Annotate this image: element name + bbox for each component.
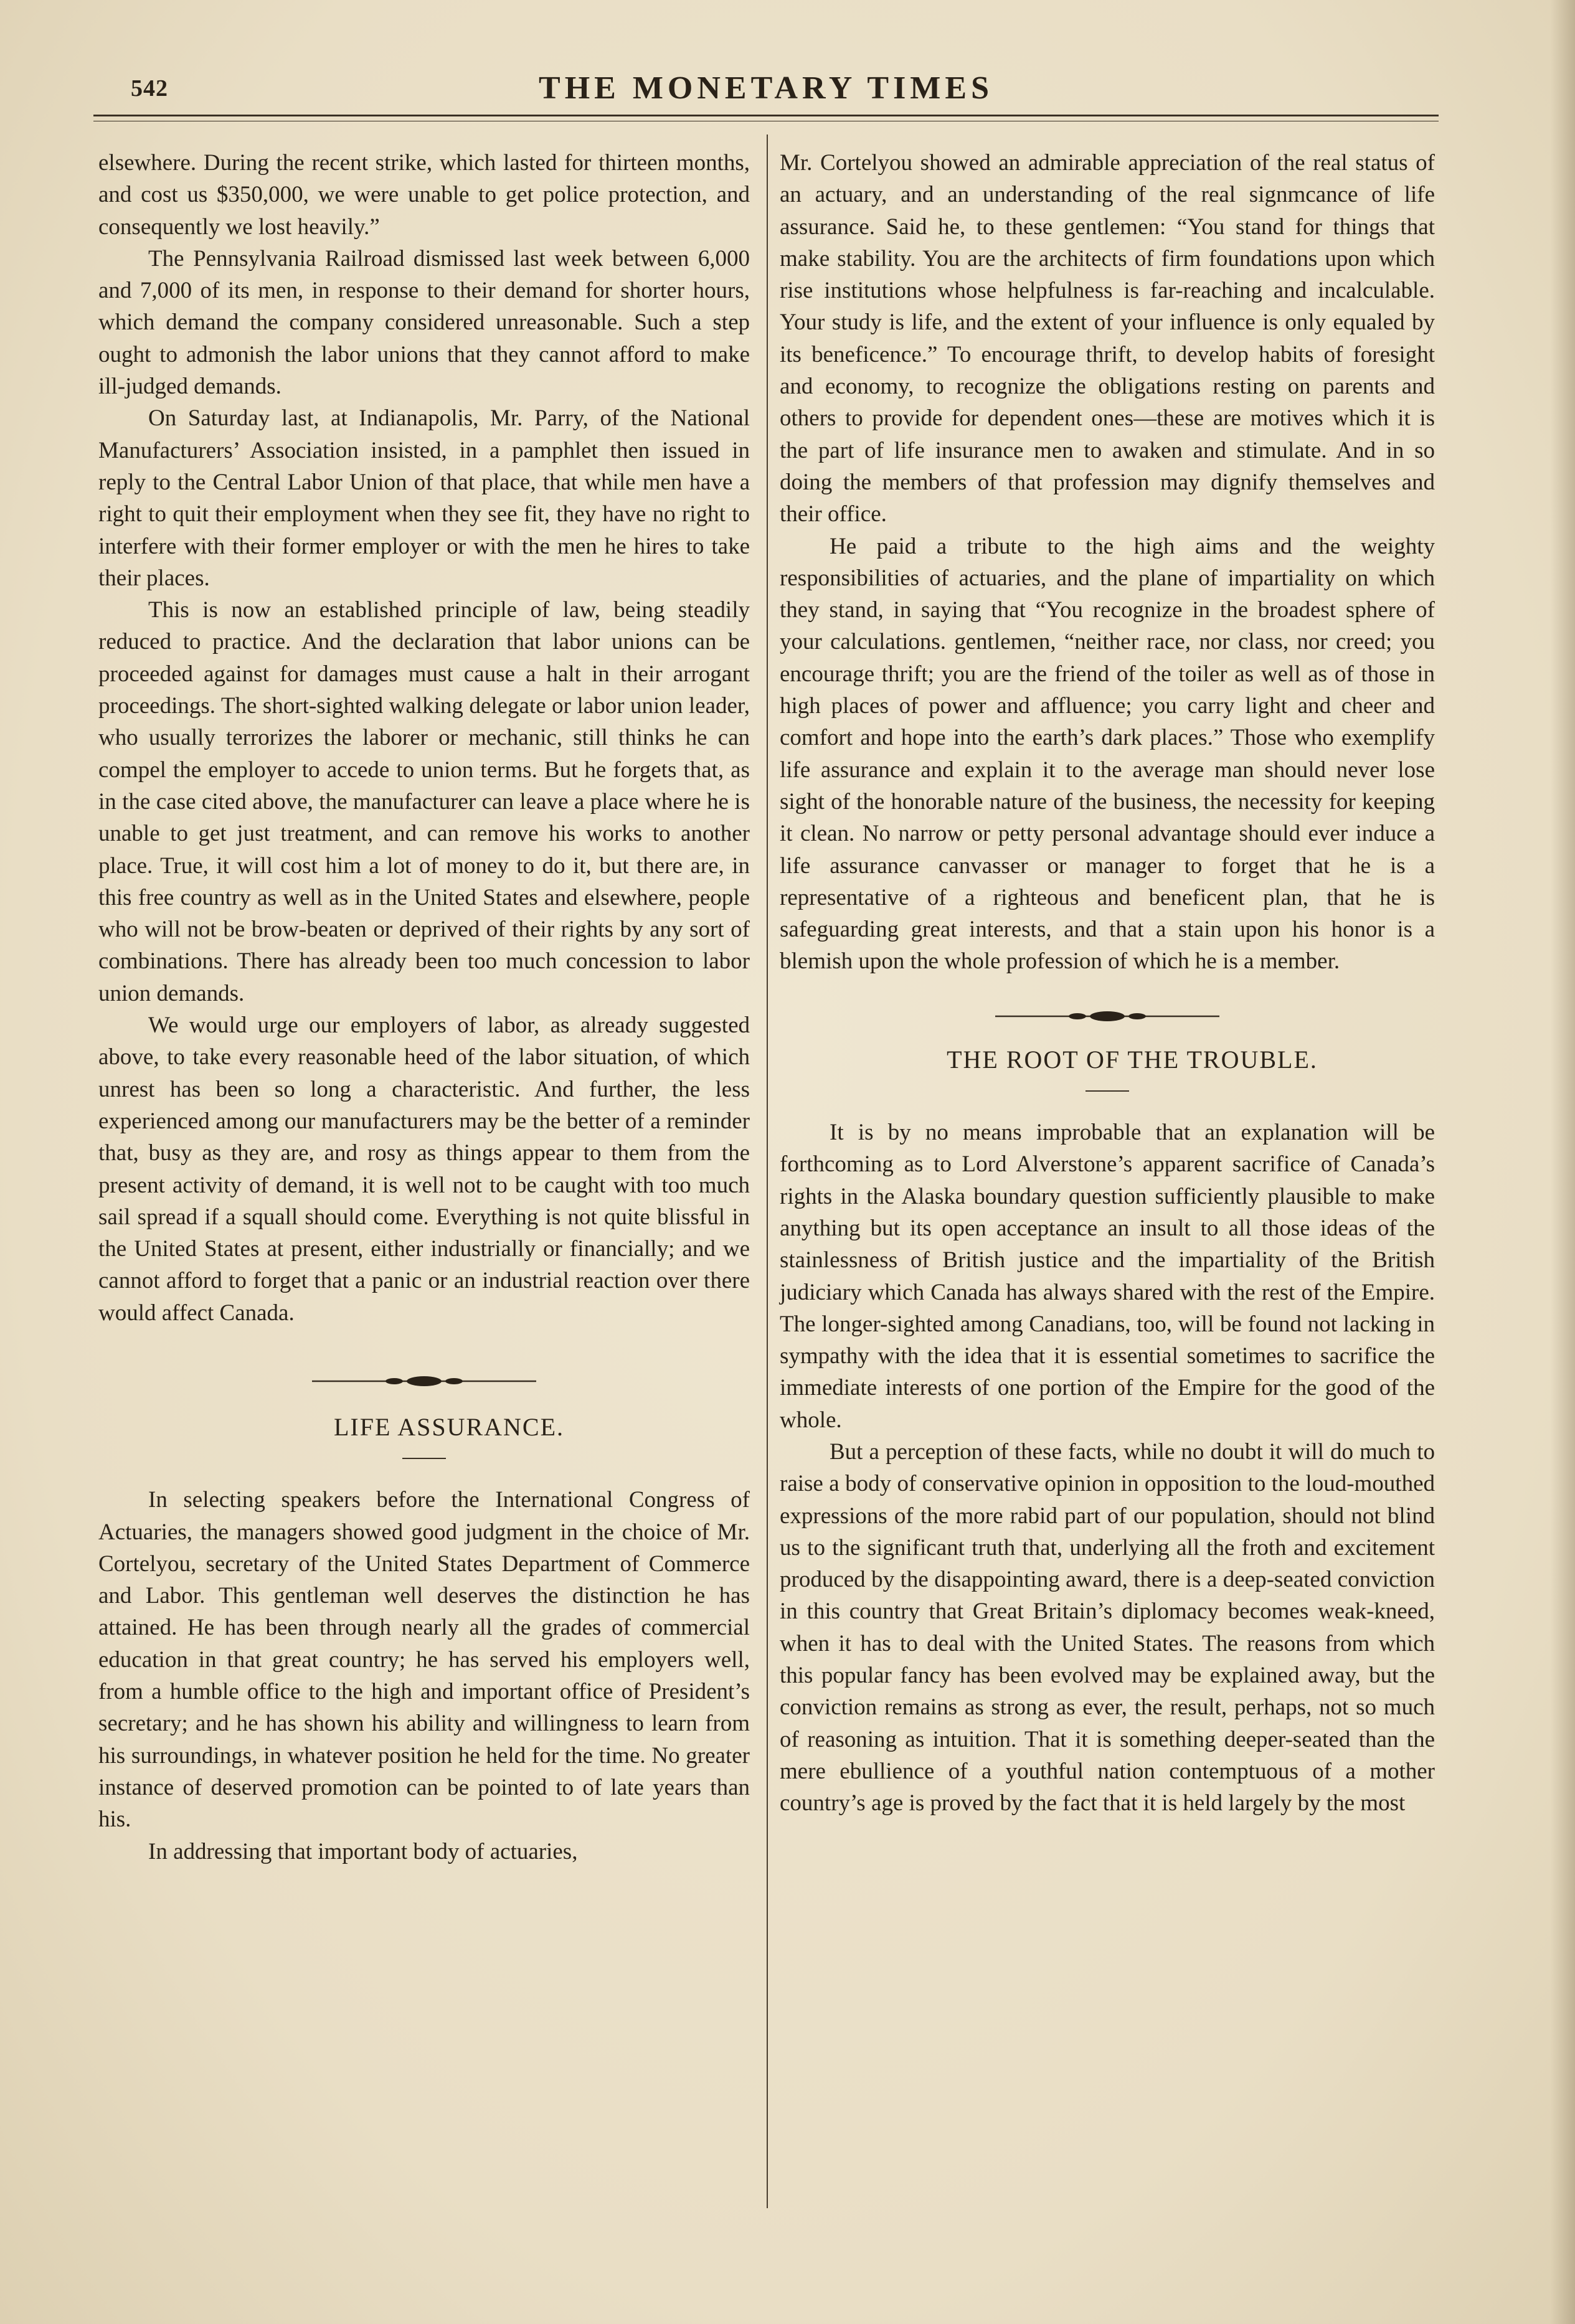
section-divider-ornament-icon [995, 1008, 1219, 1025]
paragraph: The Pennsylvania Railroad dismissed last week between 6,000 and 7,000 of its men, in response to their demand for shorter hours, which demand the company considered unreasonable. Such a step ought to admonish the labor unions that they cannot afford to make ill-judged demands. [98, 245, 750, 400]
paragraph: elsewhere. During the recent strike, which lasted for thirteen months, and cost us $350,000, we were unable to get police protection, and consequently we lost heavily.” [98, 150, 750, 240]
paragraph: This is now an established principle of law, being steadily reduced to practice. And the declaration that labor unions can be proceeded against for damages must cause a halt in their arrogant proceedings. The short-sighted walking delegate or labor union leader, who usually terrorizes the laborer or mechanic, still thinks he can compel the employer to accede to union terms. But he forgets that, as in the case cited above, the manufacturer can leave a place where he is unable to get just treatment, and can remove his works to another place. True, it will cost him a lot of money to do it, but there are, in this free country as well as in the United States and elsewhere, people who will not be brow-beaten or deprived of their rights by any sort of combinations. There has already been too much concession to labor union demands. [98, 597, 750, 1006]
paragraph: On Saturday last, at Indianapolis, Mr. Parry, of the National Manufacturers’ Association insisted, in a pamphlet then issued in reply to the Central Labor Union of that place, that while men have a right to quit their employment when they see fit, they have no right to interfere with their former employer or with the men he hires to take their places. [98, 405, 750, 591]
paragraph: He paid a tribute to the high aims and the weighty responsibilities of actuaries, and the plane of impartiality on which they stand, in saying that “You recognize in the broadest sphere of your calculations. gentlemen, “neither race, nor class, nor creed; you encourage thrift; you are the friend of the toiler as well as of those in high places of power and affluence; you carry light and cheer and comfort and hope into the earth’s dark places.” Those who exemplify life assurance and explain it to the average man should never lose sight of the honorable nature of the business, the necessity for keeping it clean. No narrow or petty personal advantage should ever induce a life assurance canvasser or manager to forget that he is a representative of a righteous and beneficent plan, that he is safeguarding great interests, and that a stain upon his honor is a blemish upon the whole profession of which he is a member. [780, 533, 1435, 975]
masthead-title: THE MONETARY TIMES [539, 70, 993, 106]
paragraph: In selecting speakers before the International Congress of Actuaries, the managers showed good judgment in the choice of Mr. Cortelyou, secretary of the United States Department of Commerce and Labor. This gentleman well deserves the distinction he has attained. He has been through nearly all the grades of commercial education in that great country; he has served his employers well, from a humble office to the high and important office of President’s secretary; and he has shown his ability and willingness to learn from his surroundings, in whatever position he held for the time. No greater instance of deserved promotion can be pointed to of late years than his. [98, 1487, 750, 1833]
section-divider-ornament-icon [312, 1372, 536, 1390]
section-heading-root-of-the-trouble: THE ROOT OF THE TROUBLE. [947, 1045, 1318, 1074]
paragraph: It is by no means improbable that an explanation will be forthcoming as to Lord Alverstone’s apparent sacrifice of Canada’s rights in the Alaska boundary question sufficiently plausible to make anything but its open acceptance an insult to all those ideas of the stainlessness of British justice and the impartiality of the British judiciary which Canada has always shared with the rest of the Empire. The longer-sighted among Canadians, too, will be found not lacking in sympathy with the idea that it is essential sometimes to sacrifice the immediate interests of one portion of the Empire for the good of the whole. [780, 1120, 1435, 1433]
paragraph: Mr. Cortelyou showed an admirable appreciation of the real status of an actuary, and an understanding of the real signmcance of life assurance. Said he, to these gentlemen: “You stand for things that make stability. You are the architects of firm foundations upon which rise institutions whose helpfulness is far-reaching and incalculable. Your study is life, and the extent of your influence is only equaled by its beneficence.” To encourage thrift, to develop habits of foresight and economy, to recognize the obligations resting on parents and others to provide for dependent ones—these are motives which it is the part of life insurance men to awaken and stimulate. And in so doing the members of that profession may dignify themselves and their office. [780, 150, 1435, 527]
paragraph: We would urge our employers of labor, as already suggested above, to take every reasonable heed of the labor situation, of which unrest has been so long a characteristic. And further, the less experienced among our manufacturers may be the better of a reminder that, busy as they are, and rosy as things appear to them from the present activity of demand, it is well not to be caught with too much sail spread if a squall should come. Everything is not quite blissful in the United States at present, either industrially or financially; and we cannot afford to forget that a panic or an industrial reaction over there would affect Canada. [98, 1013, 750, 1326]
column-divider [767, 135, 768, 2208]
left-column [98, 147, 750, 1868]
page-spine-shadow [1550, 0, 1575, 2324]
paragraph: In addressing that important body of actuaries, [148, 1838, 578, 1864]
section-heading-life-assurance: LIFE ASSURANCE. [333, 1412, 565, 1441]
paragraph: But a perception of these facts, while no doubt it will do much to raise a body of conservative opinion in opposition to the loud-mouthed expressions of the more rabid part of our population, should not blind us to the significant truth that, underlying all the froth and excitement produced by the disappointing award, there is a deep-seated conviction in this country that Great Britain’s diplomacy becomes weak-kneed, when it has to deal with the United States. The reasons from which this popular fancy has been evolved may be explained away, but the conviction remains as strong as ever, the result, perhaps, not so much of reasoning as intuition. That it is something deeper-seated than the mere ebullience of a youthful nation contemptuous of a mother country’s age is proved by the fact that it is held largely by the most [780, 1438, 1435, 1816]
header-rule-thick [93, 115, 1439, 116]
right-column [780, 147, 1435, 1820]
page-number: 542 [131, 75, 168, 102]
